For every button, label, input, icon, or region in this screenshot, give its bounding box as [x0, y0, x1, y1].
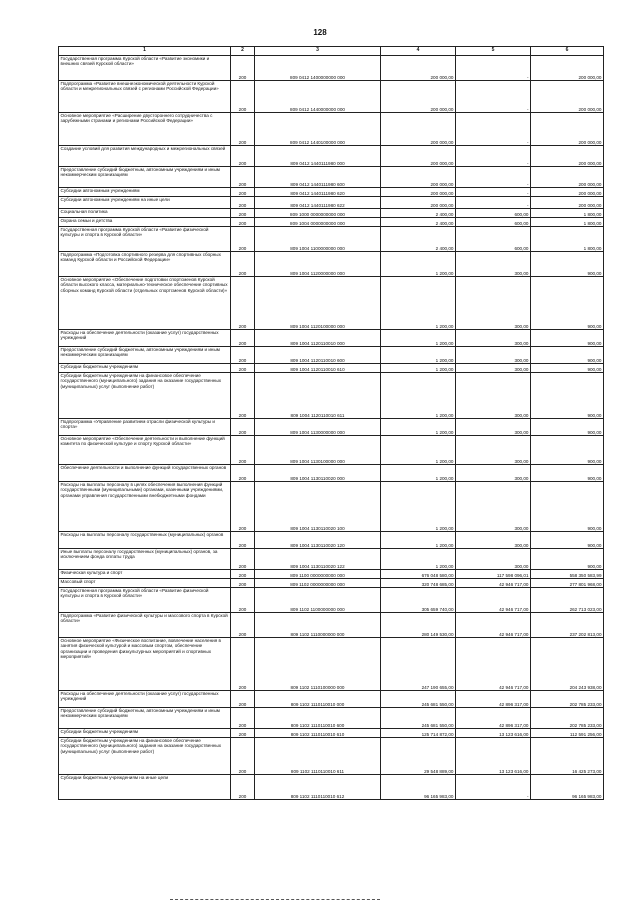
row-value-col4: 1 200,00 [381, 549, 456, 570]
row-name: Расходы на выплаты персоналу в целях обеспечения выполнения функций государственными (муниципальными) органами, казенными учреждениями, органами управления государственными внебюджетными фондами [59, 482, 231, 532]
row-value-col4: 96 165 983,00 [381, 775, 456, 800]
row-value-col6: 1 800,00 [531, 227, 604, 252]
row-value-col4: 2 400,00 [381, 218, 456, 227]
row-value-col4: 245 681 550,00 [381, 691, 456, 708]
row-name: Субсидии бюджетным учреждениям на финансовое обеспечение государственного (муниципального) задания на оказание государственных (муниципальных) услуг (выполнение работ) [59, 738, 231, 775]
row-kvr: 200 [231, 81, 255, 113]
row-name: Субсидии автономным учреждениям на иные цели [59, 197, 231, 209]
header-col-1: 1 [59, 47, 231, 56]
row-value-col5: 42 946 717,00 [456, 613, 531, 638]
row-value-col5: 42 896 317,00 [456, 708, 531, 729]
row-value-col5: 300,00 [456, 347, 531, 364]
table-row [59, 482, 604, 532]
row-name: Расходы на выплаты персоналу государственных (муниципальных) органов [59, 532, 231, 549]
table-row [59, 419, 604, 436]
row-name: Субсидии бюджетным учреждениям на финансовое обеспечение государственного (муниципального) задания на оказание государственных (муниципальных) услуг (выполнение работ) [59, 373, 231, 419]
row-value-col6: 900,00 [531, 277, 604, 330]
row-value-col6: 16 425 273,00 [531, 738, 604, 775]
row-value-col6: 202 785 233,00 [531, 691, 604, 708]
row-value-col6: 200 000,00 [531, 81, 604, 113]
row-value-col4: 200 000,00 [381, 81, 456, 113]
row-name: Подпрограмма «Подготовка спортивного резерва для спортивных сборных команд Курской области и Российской Федерации» [59, 252, 231, 277]
row-name: Массовый спорт [59, 579, 231, 588]
table-row [59, 277, 604, 330]
row-value-col4: 200 000,00 [381, 146, 456, 167]
table-row [59, 364, 604, 373]
row-value-col4: 200 000,00 [381, 56, 456, 81]
row-name: Охрана семьи и детства [59, 218, 231, 227]
row-kvr: 200 [231, 738, 255, 775]
row-kvr: 200 [231, 436, 255, 465]
table-row [59, 729, 604, 738]
row-name: Основное мероприятие «Физическое воспитание, вовлечение населения в занятия физической культурой и массовым спортом, обеспечение организации и проведения физкультурных мероприятий и спортивных мероприятий» [59, 638, 231, 691]
table-row [59, 167, 604, 188]
row-value-col6: 200 000,00 [531, 197, 604, 209]
row-value-col6: 900,00 [531, 549, 604, 570]
row-value-col6: 200 000,00 [531, 167, 604, 188]
row-code: 809 1004 1130100000 000 [255, 436, 381, 465]
row-code: 809 1004 1130110020 000 [255, 465, 381, 482]
table-row [59, 113, 604, 146]
row-kvr: 200 [231, 549, 255, 570]
row-code: 809 0412 1440100000 000 [255, 113, 381, 146]
row-name: Обеспечение деятельности и выполнение функций государственных органов [59, 465, 231, 482]
table-row [59, 56, 604, 81]
table-row [59, 146, 604, 167]
row-kvr: 200 [231, 775, 255, 800]
table-row [59, 209, 604, 218]
row-value-col4: 200 000,00 [381, 197, 456, 209]
row-code: 809 1004 0000000000 000 [255, 218, 381, 227]
row-kvr: 200 [231, 638, 255, 691]
row-value-col6: 202 785 233,00 [531, 708, 604, 729]
row-code: 809 1004 1130110020 122 [255, 549, 381, 570]
row-value-col6: 262 713 023,00 [531, 588, 604, 613]
row-name: Предоставление субсидий бюджетным, автономным учреждениям и иным некоммерческим организациям [59, 708, 231, 729]
row-value-col5: - [456, 81, 531, 113]
row-name: Государственная программа Курской области «Развитие физической культуры и спорта в Курской области» [59, 227, 231, 252]
row-kvr: 200 [231, 347, 255, 364]
row-value-col5: 300,00 [456, 364, 531, 373]
row-name: Субсидии бюджетным учреждениям [59, 364, 231, 373]
row-kvr: 200 [231, 532, 255, 549]
row-value-col5: 600,00 [456, 209, 531, 218]
row-value-col4: 1 200,00 [381, 465, 456, 482]
row-kvr: 200 [231, 146, 255, 167]
row-value-col5: 300,00 [456, 419, 531, 436]
row-kvr: 200 [231, 167, 255, 188]
row-value-col4: 1 200,00 [381, 373, 456, 419]
row-value-col4: 2 400,00 [381, 227, 456, 252]
row-value-col5: 300,00 [456, 436, 531, 465]
row-code: 809 1004 1120000000 000 [255, 252, 381, 277]
row-value-col6: 900,00 [531, 436, 604, 465]
row-value-col6: 1 800,00 [531, 209, 604, 218]
table-row [59, 252, 604, 277]
budget-table [58, 46, 604, 800]
row-value-col5: - [456, 775, 531, 800]
header-col-3: 3 [255, 47, 381, 56]
row-code: 809 1102 1110110010 000 [255, 691, 381, 708]
row-value-col5: 600,00 [456, 218, 531, 227]
table-row [59, 373, 604, 419]
row-value-col4: 29 548 889,00 [381, 738, 456, 775]
row-value-col6: 900,00 [531, 252, 604, 277]
row-value-col6: 900,00 [531, 482, 604, 532]
row-kvr: 200 [231, 364, 255, 373]
row-kvr: 200 [231, 465, 255, 482]
row-kvr: 200 [231, 227, 255, 252]
row-kvr: 200 [231, 277, 255, 330]
row-code: 809 1102 0000000000 000 [255, 579, 381, 588]
row-value-col6: 200 000,00 [531, 113, 604, 146]
row-kvr: 200 [231, 419, 255, 436]
row-code: 809 0412 1440111980 600 [255, 167, 381, 188]
row-code: 809 1004 1120110010 000 [255, 330, 381, 347]
table-row [59, 330, 604, 347]
row-kvr: 200 [231, 729, 255, 738]
row-value-col6: 900,00 [531, 364, 604, 373]
row-name: Основное мероприятие «Обеспечение подготовки спортсменов Курской области высокого класса, материально-техническое обеспечение спортивных сборных команд Курской области (отдельных спортсменов Курской области)» [59, 277, 231, 330]
row-name: Предоставление субсидий бюджетным, автономным учреждениям и иным некоммерческим организациям [59, 347, 231, 364]
row-value-col6: 900,00 [531, 532, 604, 549]
table-row [59, 738, 604, 775]
row-value-col5: 42 946 717,00 [456, 588, 531, 613]
row-name: Подпрограмма «Развитие внешнеэкономической деятельности Курской области и межрегиональных связей с регионами Российской Федерации» [59, 81, 231, 113]
row-code: 809 1004 1130000000 000 [255, 419, 381, 436]
row-code: 809 1102 1110110010 611 [255, 738, 381, 775]
row-value-col6: 237 202 813,00 [531, 613, 604, 638]
row-value-col4: 1 200,00 [381, 419, 456, 436]
row-value-col5: 13 123 616,00 [456, 729, 531, 738]
table-row [59, 188, 604, 197]
row-kvr: 200 [231, 218, 255, 227]
row-code: 809 0412 1440111980 620 [255, 188, 381, 197]
row-code: 809 0412 1440000000 000 [255, 81, 381, 113]
row-name: Основное мероприятие «Обеспечение деятельности и выполнение функций комитета по физической культуре и спорту Курской области» [59, 436, 231, 465]
row-value-col6: 112 591 256,00 [531, 729, 604, 738]
row-value-col5: 300,00 [456, 330, 531, 347]
header-col-6: 6 [531, 47, 604, 56]
table-row [59, 691, 604, 708]
row-kvr: 200 [231, 588, 255, 613]
row-value-col5: 300,00 [456, 549, 531, 570]
row-value-col6: 277 801 968,00 [531, 579, 604, 588]
row-code: 809 1004 1120100000 000 [255, 277, 381, 330]
row-value-col4: 1 200,00 [381, 277, 456, 330]
header-col-5: 5 [456, 47, 531, 56]
row-kvr: 200 [231, 570, 255, 579]
row-value-col5: 300,00 [456, 532, 531, 549]
row-code: 809 1102 1110110010 610 [255, 729, 381, 738]
row-value-col4: 200 000,00 [381, 113, 456, 146]
table-row [59, 436, 604, 465]
row-code: 809 1102 1100000000 000 [255, 588, 381, 613]
row-name: Физическая культура и спорт [59, 570, 231, 579]
row-value-col5: 600,00 [456, 227, 531, 252]
row-value-col5: - [456, 188, 531, 197]
row-code: 809 1102 1110110010 600 [255, 708, 381, 729]
row-kvr: 200 [231, 330, 255, 347]
row-code: 809 1000 0000000000 000 [255, 209, 381, 218]
header-col-4: 4 [381, 47, 456, 56]
table-row [59, 613, 604, 638]
row-value-col6: 558 350 583,99 [531, 570, 604, 579]
table-row [59, 588, 604, 613]
row-name: Расходы на обеспечение деятельности (оказание услуг) государственных учреждений [59, 330, 231, 347]
row-value-col6: 900,00 [531, 419, 604, 436]
row-value-col5: 42 946 717,00 [456, 638, 531, 691]
row-name: Подпрограмма «Управление развитием отрасли физической культуры и спорта» [59, 419, 231, 436]
row-value-col5: 300,00 [456, 373, 531, 419]
table-row [59, 570, 604, 579]
row-code: 809 1004 1100000000 000 [255, 227, 381, 252]
row-value-col6: 204 243 938,00 [531, 638, 604, 691]
row-code: 809 0412 1440111980 000 [255, 146, 381, 167]
footer-divider [170, 899, 380, 900]
row-name: Расходы на обеспечение деятельности (оказание услуг) государственных учреждений [59, 691, 231, 708]
row-name: Подпрограмма «Развитие физической культуры и массового спорта в Курской области» [59, 613, 231, 638]
table-row [59, 775, 604, 800]
row-value-col5: - [456, 197, 531, 209]
row-value-col5: 13 123 616,00 [456, 738, 531, 775]
row-name: Предоставление субсидий бюджетным, автономным учреждениям и иным некоммерческим организациям [59, 167, 231, 188]
table-row [59, 218, 604, 227]
row-name: Социальная политика [59, 209, 231, 218]
table-row [59, 227, 604, 252]
row-value-col5: 117 598 096,01 [456, 570, 531, 579]
row-value-col5: 300,00 [456, 482, 531, 532]
table-row [59, 708, 604, 729]
row-value-col5: 300,00 [456, 252, 531, 277]
row-value-col4: 2 400,00 [381, 209, 456, 218]
row-value-col4: 320 748 685,00 [381, 579, 456, 588]
row-value-col4: 280 149 530,00 [381, 613, 456, 638]
row-value-col4: 676 048 580,00 [381, 570, 456, 579]
row-name: Субсидии бюджетным учреждениям на иные цели [59, 775, 231, 800]
row-kvr: 200 [231, 579, 255, 588]
table-row [59, 638, 604, 691]
row-code: 809 1004 1130110020 120 [255, 532, 381, 549]
row-value-col5: 300,00 [456, 277, 531, 330]
row-code: 809 1004 1120110010 610 [255, 364, 381, 373]
row-code: 809 0412 1400000000 000 [255, 56, 381, 81]
row-name: Основное мероприятие «Расширение двустороннего сотрудничества с зарубежными странами и регионами Российской Федерации» [59, 113, 231, 146]
table-row [59, 347, 604, 364]
row-value-col4: 247 190 655,00 [381, 638, 456, 691]
row-code: 809 1102 1110110010 612 [255, 775, 381, 800]
header-row [59, 47, 604, 56]
row-value-col5: 42 946 717,00 [456, 579, 531, 588]
page-number: 128 [313, 28, 327, 37]
row-value-col6: 900,00 [531, 330, 604, 347]
row-value-col4: 200 000,00 [381, 167, 456, 188]
row-code: 809 1004 1120110010 600 [255, 347, 381, 364]
row-code: 809 1102 1110100000 000 [255, 638, 381, 691]
row-value-col4: 1 200,00 [381, 330, 456, 347]
row-value-col5: 42 896 317,00 [456, 691, 531, 708]
row-value-col4: 245 681 550,00 [381, 708, 456, 729]
row-kvr: 200 [231, 209, 255, 218]
row-name: Субсидии бюджетным учреждениям [59, 729, 231, 738]
row-value-col6: 200 000,00 [531, 188, 604, 197]
table-row [59, 197, 604, 209]
row-value-col6: 200 000,00 [531, 146, 604, 167]
row-kvr: 200 [231, 708, 255, 729]
row-kvr: 200 [231, 613, 255, 638]
table-row [59, 579, 604, 588]
row-value-col6: 900,00 [531, 347, 604, 364]
row-value-col6: 1 800,00 [531, 218, 604, 227]
row-name: Государственная программа Курской области «Развитие экономики и внешних связей Курской области» [59, 56, 231, 81]
row-name: Субсидии автономным учреждениям [59, 188, 231, 197]
row-kvr: 200 [231, 188, 255, 197]
row-value-col4: 1 200,00 [381, 252, 456, 277]
row-code: 809 1004 1120110010 611 [255, 373, 381, 419]
row-value-col5: - [456, 167, 531, 188]
row-value-col6: 200 000,00 [531, 56, 604, 81]
row-kvr: 200 [231, 56, 255, 81]
table-row [59, 465, 604, 482]
row-name: Государственная программа Курской области «Развитие физической культуры и спорта в Курской области» [59, 588, 231, 613]
row-code: 809 0412 1440111980 622 [255, 197, 381, 209]
row-value-col4: 200 000,00 [381, 188, 456, 197]
row-value-col6: 900,00 [531, 465, 604, 482]
row-value-col5: - [456, 113, 531, 146]
row-code: 809 1102 1110000000 000 [255, 613, 381, 638]
row-value-col5: - [456, 146, 531, 167]
header-col-2: 2 [231, 47, 255, 56]
row-value-col5: 300,00 [456, 465, 531, 482]
row-value-col4: 1 200,00 [381, 347, 456, 364]
row-kvr: 200 [231, 197, 255, 209]
row-kvr: 200 [231, 252, 255, 277]
table-row [59, 81, 604, 113]
row-kvr: 200 [231, 482, 255, 532]
row-name: Создание условий для развития международных и межрегиональных связей [59, 146, 231, 167]
row-kvr: 200 [231, 113, 255, 146]
row-value-col5: - [456, 56, 531, 81]
table-row [59, 532, 604, 549]
row-value-col4: 125 714 872,00 [381, 729, 456, 738]
row-value-col4: 1 200,00 [381, 482, 456, 532]
row-value-col4: 1 200,00 [381, 436, 456, 465]
row-kvr: 200 [231, 691, 255, 708]
row-code: 809 1004 1130110020 100 [255, 482, 381, 532]
row-value-col6: 900,00 [531, 373, 604, 419]
row-value-col4: 305 659 740,00 [381, 588, 456, 613]
table-row [59, 549, 604, 570]
row-value-col6: 96 165 983,00 [531, 775, 604, 800]
row-value-col4: 1 200,00 [381, 532, 456, 549]
row-code: 809 1100 0000000000 000 [255, 570, 381, 579]
row-value-col4: 1 200,00 [381, 364, 456, 373]
row-name: Иные выплаты персоналу государственных (муниципальных) органов, за исключением фонда оплаты труда [59, 549, 231, 570]
row-kvr: 200 [231, 373, 255, 419]
